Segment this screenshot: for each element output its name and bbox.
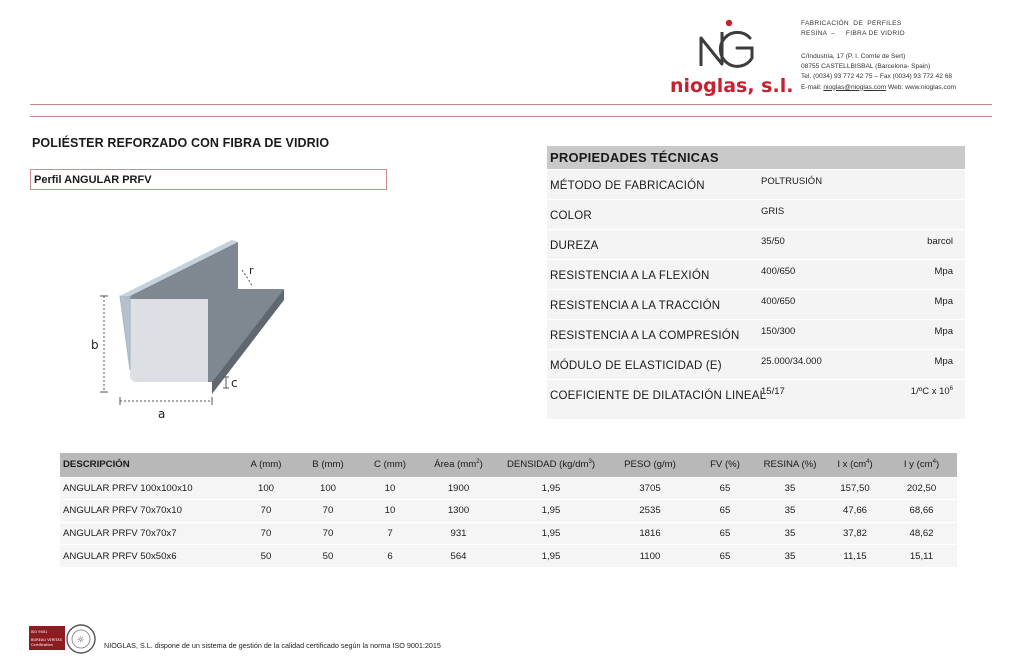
table-cell: 1,95 [496,545,606,568]
table-cell: 70 [297,522,359,545]
property-value: POLTRUSIÓN [761,176,823,187]
property-row [547,259,965,289]
column-header-suffix: ) [479,459,483,471]
property-name: COEFICIENTE DE DILATACIÓN LINEAL [550,390,767,402]
logo-dot [726,20,732,26]
column-header-text: A (mm) [250,459,282,471]
column-header-text: DENSIDAD (kg/dm [506,459,589,471]
column-header-text: RESINA (%) [763,459,817,471]
property-name: DUREZA [550,240,599,252]
property-row [547,229,965,259]
table-cell: 70 [297,500,359,523]
property-value: 25.000/34.000 [761,356,822,367]
table-cell: 65 [694,545,756,568]
table-cell: 10 [359,477,421,500]
column-header-text: B (mm) [312,459,344,471]
property-unit [927,236,953,247]
table-cell: 65 [694,477,756,500]
logo-wordmark: nioglas, s.l. [670,75,794,97]
property-unit [935,266,953,277]
property-row [547,289,965,319]
table-cell: 11,15 [824,545,886,568]
column-header-exponent: 4 [866,459,870,466]
property-unit-text: barcol [927,236,953,247]
column-header-text: FV (%) [710,459,740,471]
table-cell: 35 [756,477,824,500]
table-cell: 6 [359,545,421,568]
table-row [60,500,957,523]
property-row [547,379,965,409]
property-name: COLOR [550,210,592,222]
properties-table [547,146,965,419]
page-title: POLIÉSTER REFORZADO CON FIBRA DE VIDRIO [32,136,330,150]
property-value: 400/650 [761,296,796,307]
property-row [547,199,965,229]
table-row [60,477,957,500]
cert-logo-line-3: Certification [31,643,53,647]
table-cell: 7 [359,522,421,545]
column-header-text: PESO (g/m) [624,459,676,471]
email-label: E-mail: [801,83,824,91]
nioglas-logo [668,16,798,98]
properties-rows [547,169,965,409]
column-header [756,453,824,477]
cert-logo-line-1: ISO 9001 [31,630,48,634]
column-header [60,453,235,477]
property-name: MÓDULO DE ELASTICIDAD (E) [550,360,722,372]
logo-g-mark [720,32,752,66]
table-cell: 15,11 [886,545,957,568]
table-cell: 10 [359,500,421,523]
table-cell: 65 [694,500,756,523]
column-header [694,453,756,477]
profile-inner-face [124,296,208,382]
column-header [606,453,694,477]
email-link[interactable]: nioglas@nioglas.com [823,83,887,91]
properties-table-end [547,409,965,419]
table-cell: 70 [235,500,297,523]
property-value: 35/50 [761,236,785,247]
table-cell: 3705 [606,477,694,500]
profile-description-cell: ANGULAR PRFV 50x50x6 [60,545,235,568]
dim-label-a: a [158,407,166,421]
email-web-line [801,83,956,93]
dimensions-body [60,477,957,567]
dimensions-table [60,453,957,567]
properties-title: PROPIEDADES TÉCNICAS [547,146,965,169]
property-unit-text: Mpa [934,356,953,367]
table-cell: 1,95 [496,477,606,500]
column-header [886,453,957,477]
table-cell: 48,62 [886,522,957,545]
profile-description-cell: ANGULAR PRFV 70x70x7 [60,522,235,545]
table-cell: 2535 [606,500,694,523]
table-cell: 1900 [421,477,496,500]
tagline-line-1: FABRICACIÓN DE PERFILES [801,20,902,27]
column-header [235,453,297,477]
address-line-1: C/Industria, 17 (P. I. Comte de Sert) [801,53,906,60]
column-header [297,453,359,477]
table-cell: 100 [235,477,297,500]
property-value: 15/17 [761,386,785,397]
table-row [60,522,957,545]
column-header-suffix: ) [869,459,873,471]
table-cell: 157,50 [824,477,886,500]
table-cell: 1100 [606,545,694,568]
property-unit [935,326,953,337]
table-cell: 1816 [606,522,694,545]
property-name: MÉTODO DE FABRICACIÓN [550,180,705,192]
column-header-text: I y (cm [903,459,933,471]
column-header-text: DESCRIPCIÓN [63,459,130,471]
column-header-exponent: 3 [588,459,592,466]
tagline-line-2: RESINA – FIBRA DE VIDRIO [801,30,905,37]
cert-logo-seal-mark: ☼ [76,635,85,646]
table-cell: 1,95 [496,522,606,545]
table-cell: 35 [756,500,824,523]
column-header [421,453,496,477]
property-unit [935,296,953,307]
property-unit-text: Mpa [934,326,953,337]
column-header-suffix: ) [591,459,596,471]
column-header-exponent: 2 [476,459,480,466]
table-cell: 65 [694,522,756,545]
property-row [547,349,965,379]
dim-label-b: b [91,338,99,352]
table-cell: 37,82 [824,522,886,545]
profile-description-cell: ANGULAR PRFV 100x100x10 [60,477,235,500]
property-value: GRIS [761,206,785,217]
column-header-text: C (mm) [374,459,406,471]
property-value: 150/300 [761,326,796,337]
dimensions-header-row [60,453,957,477]
table-cell: 1300 [421,500,496,523]
property-name: RESISTENCIA A LA COMPRESIÓN [550,330,740,342]
table-cell: 50 [297,545,359,568]
property-row [547,319,965,349]
property-row [547,169,965,199]
dim-label-r: r [249,264,254,277]
table-cell: 47,66 [824,500,886,523]
profile-title-box [30,169,387,190]
column-header [496,453,606,477]
header-rule-bottom [30,116,992,117]
property-unit-text: 1/ºC x 10 [910,386,950,397]
table-cell: 202,50 [886,477,957,500]
property-unit-text: Mpa [934,266,953,277]
property-name: RESISTENCIA A LA TRACCIÓN [550,300,721,312]
column-header-suffix: ) [935,459,940,471]
property-unit [911,386,953,397]
property-name: RESISTENCIA A LA FLEXIÓN [550,270,710,282]
table-cell: 564 [421,545,496,568]
table-cell: 100 [297,477,359,500]
table-cell: 931 [421,522,496,545]
column-header-text: Área (mm [434,459,477,471]
column-header [824,453,886,477]
table-cell: 68,66 [886,500,957,523]
column-header-exponent: 4 [932,459,936,466]
column-header-text: I x (cm [837,459,867,471]
table-cell: 35 [756,522,824,545]
table-cell: 35 [756,545,824,568]
bureau-veritas-certification-logo [29,622,101,656]
table-row [60,545,957,568]
profile-title: Perfil ANGULAR PRFV [34,174,152,186]
profile-description-cell: ANGULAR PRFV 70x70x10 [60,500,235,523]
property-unit [935,356,953,367]
company-tagline [801,19,905,39]
cert-logo-line-2: BUREAU VERITAS [31,638,63,642]
phone-line: Tel. (0034) 93 772 42 75 – Fax (0034) 93 772 42 68 [801,73,953,81]
table-cell: 50 [235,545,297,568]
footer-quality-statement: NIOGLAS, S.L. dispone de un sistema de gestión de la calidad certificado según la norma ISO 9001:2015 [104,641,441,650]
web-text: Web: www.nioglas.com [886,83,957,91]
profile-front-face [120,296,130,370]
column-header [359,453,421,477]
property-value: 400/650 [761,266,796,277]
property-unit-text: Mpa [934,296,953,307]
table-cell: 1,95 [496,500,606,523]
header-rule-top [30,104,992,105]
address-line-2: 08755 CASTELLBISBAL (Barcelona- Spain) [801,63,931,71]
table-cell: 70 [235,522,297,545]
property-unit-exponent: 6 [949,385,953,392]
dim-label-c: c [231,376,238,390]
angle-profile-drawing [86,232,356,422]
company-address [801,52,956,93]
